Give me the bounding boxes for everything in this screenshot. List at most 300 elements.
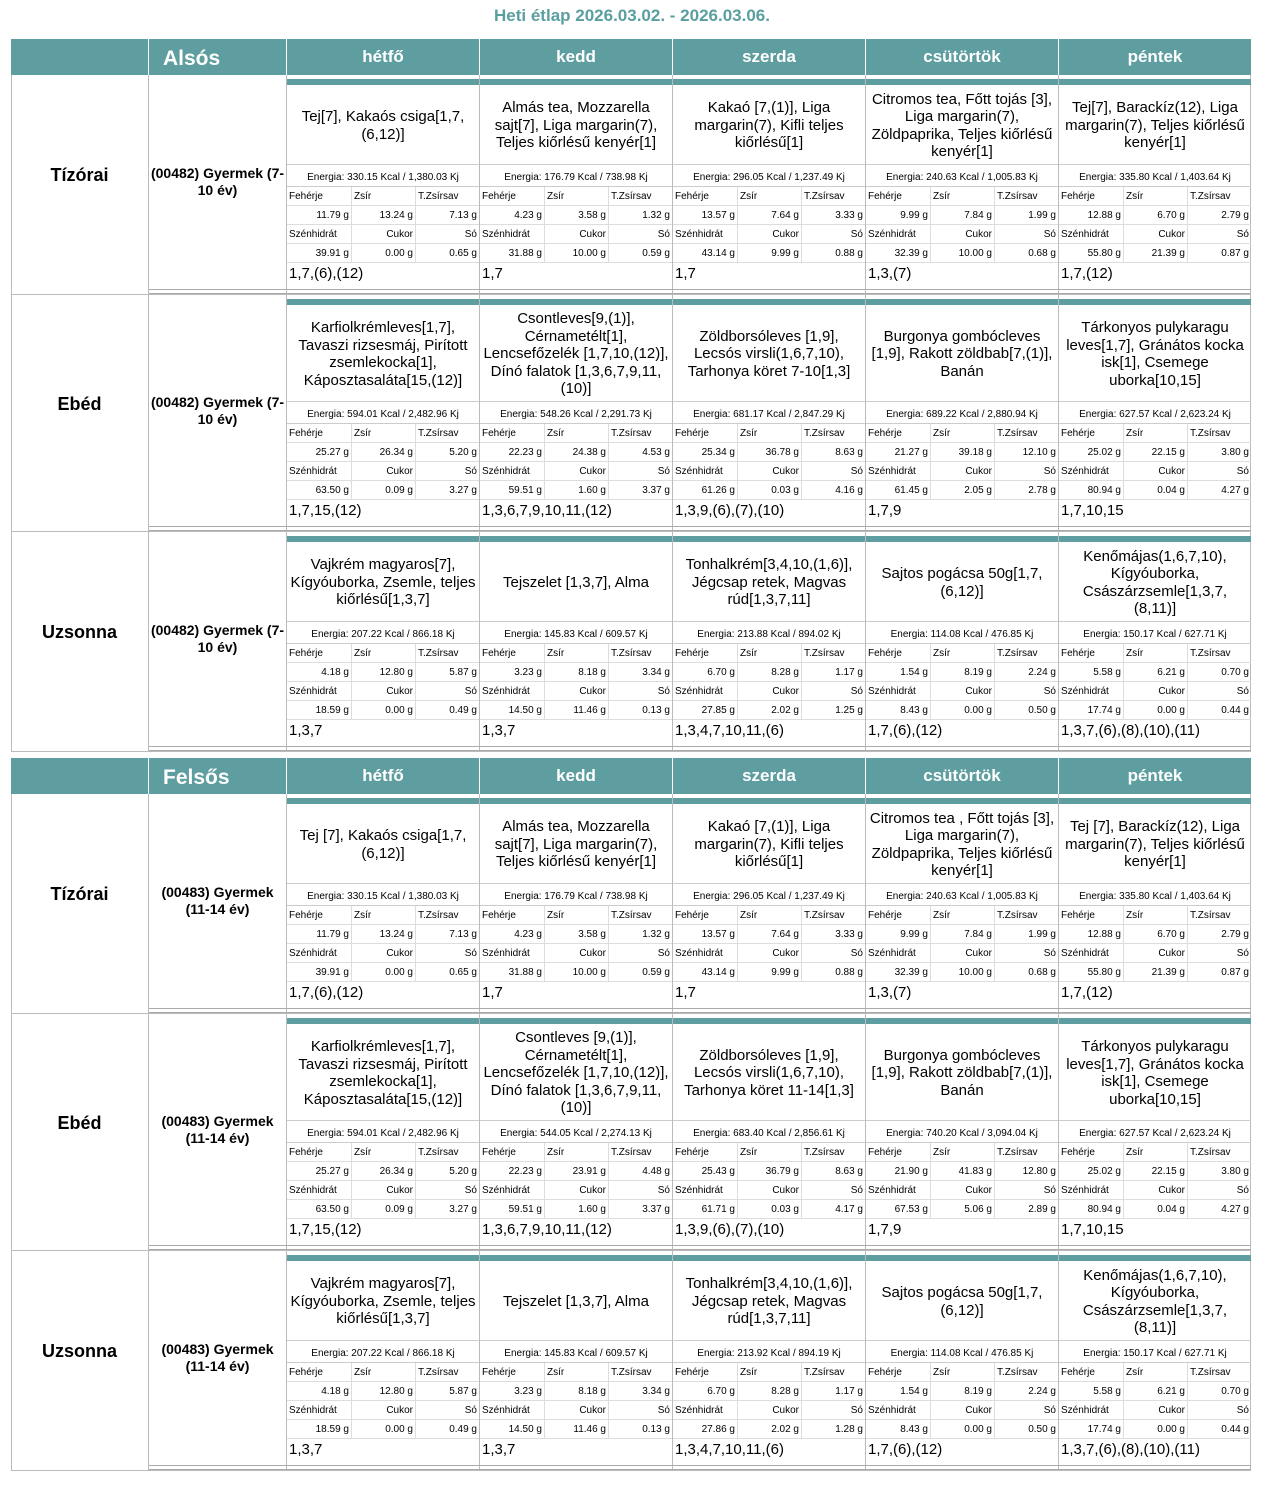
- nutrient-label: Só: [994, 944, 1058, 962]
- nutrient-value: 11.79 g: [316, 210, 349, 221]
- nutrient-label: Zsír: [544, 424, 608, 442]
- meal-row: [11, 794, 1251, 1014]
- nutrient-label: Zsír: [544, 1363, 608, 1381]
- nutrient-values: [866, 1382, 1058, 1401]
- nutrient-label: Cukor: [930, 944, 994, 962]
- nutrient-label: Só: [801, 462, 865, 480]
- nutrient-value: 4.27 g: [1187, 1200, 1251, 1218]
- nutrient-label: Zsír: [737, 1363, 801, 1381]
- menu-section: [11, 758, 1251, 1471]
- day-menu-cell: [480, 79, 672, 285]
- nutrient-values: [866, 206, 1058, 225]
- nutrient-value: 5.58 g: [1093, 667, 1121, 678]
- dish-list: Almás tea, Mozzarella sajt[7], Liga margarin(7), Teljes kiőrlésű kenyér[1]: [480, 87, 672, 165]
- nutrient-label: Cukor: [351, 462, 415, 480]
- nutrient-value: 55.80 g: [1087, 967, 1121, 978]
- nutrient-labels: [1059, 225, 1251, 244]
- header-corner: [11, 39, 148, 75]
- nutrient-label: T.Zsírsav: [801, 187, 865, 205]
- nutrient-value: 0.49 g: [415, 1420, 479, 1438]
- meal-label: Uzsonna: [41, 622, 117, 642]
- dish-list: Tejszelet [1,3,7], Alma: [480, 1263, 672, 1341]
- nutrient-label: Szénhidrát: [289, 1405, 337, 1416]
- nutrient-label: Szénhidrát: [482, 1185, 530, 1196]
- energy-value: Energia: 594.01 Kcal / 2,482.96 Kj: [287, 1125, 479, 1143]
- dish-list: Tonhalkrém[3,4,10,(1,6)], Jégcsap retek, Magvas rúd[1,3,7,11]: [673, 1263, 865, 1341]
- nutrient-label: Fehérje: [1061, 910, 1095, 921]
- nutrient-labels: [1059, 1363, 1251, 1382]
- nutrient-values: [480, 244, 672, 263]
- nutrient-value: 0.59 g: [608, 244, 672, 262]
- allergen-codes: 1,3,7: [482, 1441, 516, 1458]
- nutrient-values: [287, 1382, 479, 1401]
- nutrient-value: 3.37 g: [608, 481, 672, 499]
- nutrient-label: Fehérje: [868, 191, 902, 202]
- nutrient-labels: [1059, 1143, 1251, 1162]
- nutrient-label: Zsír: [1123, 1143, 1187, 1161]
- nutrient-value: 39.91 g: [315, 967, 349, 978]
- day-header: hétfő: [287, 758, 479, 794]
- day-menu-cell: [480, 1018, 672, 1241]
- nutrient-labels: [480, 644, 672, 663]
- nutrient-values: [1059, 963, 1251, 982]
- nutrient-label: Szénhidrát: [289, 1185, 337, 1196]
- nutrient-label: Zsír: [930, 1143, 994, 1161]
- nutrient-labels: [287, 1181, 479, 1200]
- allergen-codes: 1,3,9,(6),(7),(10): [675, 502, 785, 519]
- nutrient-value: 0.13 g: [608, 1420, 672, 1438]
- nutrient-labels: [866, 225, 1058, 244]
- day-menu-cell: [1059, 1255, 1251, 1461]
- nutrient-label: Fehérje: [289, 648, 323, 659]
- nutrient-labels: [287, 424, 479, 443]
- energy-value: Energia: 207.22 Kcal / 866.18 Kj: [287, 1345, 479, 1363]
- nutrient-value: 63.50 g: [315, 485, 349, 496]
- day-menu-cell: [1059, 299, 1251, 522]
- nutrient-value: 14.50 g: [508, 705, 542, 716]
- teal-bar: [673, 1255, 865, 1261]
- nutrient-value: 1.28 g: [801, 1420, 865, 1438]
- teal-bar: [287, 798, 479, 804]
- nutrient-value: 7.64 g: [737, 206, 801, 224]
- nutrient-label: Szénhidrát: [868, 229, 916, 240]
- nutrient-value: 25.34 g: [701, 447, 735, 458]
- nutrient-value: 6.70 g: [1123, 925, 1187, 943]
- meal-label: Uzsonna: [41, 1341, 117, 1361]
- nutrient-value: 25.43 g: [701, 1166, 735, 1177]
- row-separator: [149, 1465, 1251, 1470]
- nutrient-label: Zsír: [1123, 1363, 1187, 1381]
- nutrient-value: 3.33 g: [801, 206, 865, 224]
- nutrient-values: [866, 701, 1058, 720]
- dish-list: Almás tea, Mozzarella sajt[7], Liga margarin(7), Teljes kiőrlésű kenyér[1]: [480, 806, 672, 884]
- dish-list: Citromos tea , Főtt tojás [3], Liga margarin(7), Zöldpaprika, Teljes kiőrlésű kenyér[1]: [866, 806, 1058, 884]
- teal-bar: [1059, 299, 1251, 305]
- nutrient-value: 9.99 g: [900, 929, 928, 940]
- energy-value: Energia: 296.05 Kcal / 1,237.49 Kj: [673, 888, 865, 906]
- nutrient-value: 0.88 g: [801, 963, 865, 981]
- nutrient-label: Só: [801, 1181, 865, 1199]
- nutrient-label: T.Zsírsav: [415, 644, 479, 662]
- nutrient-values: [480, 1420, 672, 1439]
- nutrient-label: Cukor: [544, 682, 608, 700]
- nutrient-label: T.Zsírsav: [1187, 1363, 1251, 1381]
- day-menu-cell: [287, 536, 479, 742]
- nutrient-label: Fehérje: [289, 191, 323, 202]
- nutrient-value: 8.43 g: [900, 705, 928, 716]
- nutrient-label: Cukor: [544, 1181, 608, 1199]
- nutrient-label: T.Zsírsav: [801, 1363, 865, 1381]
- nutrient-labels: [480, 1401, 672, 1420]
- day-menu-cell: [287, 299, 479, 522]
- day-menu-cell: [673, 1018, 865, 1241]
- day-menu-cell: [480, 299, 672, 522]
- nutrient-value: 4.23 g: [514, 210, 542, 221]
- nutrient-label: Fehérje: [675, 648, 709, 659]
- nutrient-labels: [287, 944, 479, 963]
- nutrient-label: T.Zsírsav: [994, 1143, 1058, 1161]
- energy-value: Energia: 681.17 Kcal / 2,847.29 Kj: [673, 406, 865, 424]
- nutrient-label: Zsír: [1123, 424, 1187, 442]
- day-header: kedd: [480, 39, 672, 75]
- allergen-codes: 1,7,(12): [1061, 265, 1113, 282]
- nutrient-values: [287, 701, 479, 720]
- nutrient-label: Cukor: [1123, 944, 1187, 962]
- teal-bar: [1059, 536, 1251, 542]
- nutrient-value: 4.16 g: [801, 481, 865, 499]
- nutrient-value: 6.21 g: [1123, 1382, 1187, 1400]
- teal-bar: [673, 79, 865, 85]
- nutrient-value: 1.17 g: [801, 663, 865, 681]
- nutrient-label: Só: [608, 682, 672, 700]
- allergen-codes: 1,7: [675, 984, 696, 1001]
- nutrient-value: 3.34 g: [608, 1382, 672, 1400]
- nutrient-value: 0.00 g: [351, 244, 415, 262]
- day-header: szerda: [673, 758, 865, 794]
- nutrient-value: 0.00 g: [930, 701, 994, 719]
- nutrient-labels: [673, 1143, 865, 1162]
- nutrient-label: T.Zsírsav: [608, 424, 672, 442]
- nutrient-label: Cukor: [930, 462, 994, 480]
- nutrient-labels: [866, 644, 1058, 663]
- nutrient-label: Fehérje: [675, 1147, 709, 1158]
- nutrient-label: Fehérje: [482, 191, 516, 202]
- nutrient-label: Fehérje: [482, 428, 516, 439]
- energy-value: Energia: 114.08 Kcal / 476.85 Kj: [866, 626, 1058, 644]
- teal-bar: [480, 1018, 672, 1024]
- dish-list: Tejszelet [1,3,7], Alma: [480, 544, 672, 622]
- nutrient-value: 36.78 g: [737, 443, 801, 461]
- nutrient-labels: [866, 424, 1058, 443]
- teal-bar: [866, 798, 1058, 804]
- nutrient-value: 22.23 g: [508, 1166, 542, 1177]
- nutrient-value: 12.88 g: [1087, 929, 1121, 940]
- dish-list: Kenőmájas(1,6,7,10), Kígyóuborka, Császárzsemle[1,3,7,(8,11)]: [1059, 1263, 1251, 1341]
- nutrient-labels: [673, 225, 865, 244]
- nutrient-value: 0.50 g: [994, 1420, 1058, 1438]
- nutrient-label: Só: [415, 1401, 479, 1419]
- nutrient-label: Fehérje: [675, 191, 709, 202]
- nutrient-label: Zsír: [351, 424, 415, 442]
- teal-bar: [287, 1018, 479, 1024]
- nutrient-values: [866, 443, 1058, 462]
- nutrient-values: [866, 1162, 1058, 1181]
- day-menu-cell: [1059, 1018, 1251, 1241]
- nutrient-value: 43.14 g: [701, 248, 735, 259]
- nutrient-label: Zsír: [1123, 187, 1187, 205]
- nutrient-label: Fehérje: [675, 428, 709, 439]
- nutrient-label: Só: [1187, 225, 1251, 243]
- nutrient-value: 6.21 g: [1123, 663, 1187, 681]
- nutrient-value: 12.80 g: [351, 663, 415, 681]
- nutrient-values: [1059, 244, 1251, 263]
- page-title: Heti étlap 2026.03.02. - 2026.03.06.: [494, 6, 770, 25]
- teal-bar: [1059, 798, 1251, 804]
- nutrient-labels: [1059, 1401, 1251, 1420]
- nutrient-values: [673, 206, 865, 225]
- dish-list: Vajkrém magyaros[7], Kígyóuborka, Zsemle, teljes kiőrlésű[1,3,7]: [287, 1263, 479, 1341]
- allergen-codes: 1,3,(7): [868, 265, 912, 282]
- nutrient-label: Szénhidrát: [675, 1405, 723, 1416]
- nutrient-value: 7.13 g: [415, 925, 479, 943]
- nutrient-value: 41.83 g: [930, 1162, 994, 1180]
- nutrient-label: Cukor: [1123, 225, 1187, 243]
- nutrient-value: 11.79 g: [316, 929, 349, 940]
- nutrient-label: Zsír: [737, 187, 801, 205]
- nutrient-value: 59.51 g: [508, 1204, 542, 1215]
- nutrient-value: 22.23 g: [508, 447, 542, 458]
- nutrient-value: 11.46 g: [544, 1420, 608, 1438]
- nutrient-value: 1.99 g: [994, 925, 1058, 943]
- nutrient-value: 23.91 g: [544, 1162, 608, 1180]
- nutrient-value: 0.50 g: [994, 701, 1058, 719]
- nutrient-label: Szénhidrát: [675, 466, 723, 477]
- nutrient-label: Szénhidrát: [1061, 686, 1109, 697]
- nutrient-values: [866, 1200, 1058, 1219]
- teal-bar: [1059, 79, 1251, 85]
- nutrient-label: T.Zsírsav: [994, 644, 1058, 662]
- nutrient-value: 9.99 g: [737, 244, 801, 262]
- nutrient-label: Szénhidrát: [868, 466, 916, 477]
- nutrient-value: 0.68 g: [994, 244, 1058, 262]
- energy-value: Energia: 740.20 Kcal / 3,094.04 Kj: [866, 1125, 1058, 1143]
- nutrient-value: 59.51 g: [508, 485, 542, 496]
- nutrient-label: Fehérje: [289, 1367, 323, 1378]
- nutrient-label: Fehérje: [1061, 648, 1095, 659]
- dish-list: Tej [7], Kakaós csiga[1,7,(6,12)]: [287, 806, 479, 884]
- dish-list: Sajtos pogácsa 50g[1,7,(6,12)]: [866, 1263, 1058, 1341]
- allergen-codes: 1,3,7: [289, 1441, 323, 1458]
- energy-value: Energia: 240.63 Kcal / 1,005.83 Kj: [866, 169, 1058, 187]
- nutrient-label: Zsír: [930, 906, 994, 924]
- nutrient-label: Só: [415, 462, 479, 480]
- nutrient-label: Fehérje: [1061, 1367, 1095, 1378]
- header-corner: [11, 758, 148, 794]
- nutrient-label: Zsír: [1123, 906, 1187, 924]
- nutrient-value: 8.28 g: [737, 1382, 801, 1400]
- dish-list: Citromos tea, Főtt tojás [3], Liga margarin(7), Zöldpaprika, Teljes kiőrlésű kenyér[1]: [866, 87, 1058, 165]
- dish-list: Tej[7], Kakaós csiga[1,7,(6,12)]: [287, 87, 479, 165]
- nutrient-label: Só: [994, 682, 1058, 700]
- nutrient-labels: [287, 644, 479, 663]
- section-header: [11, 758, 1251, 794]
- nutrient-label: Fehérje: [675, 1367, 709, 1378]
- nutrient-value: 13.24 g: [351, 925, 415, 943]
- allergen-codes: 1,7,10,15: [1061, 502, 1124, 519]
- nutrient-values: [1059, 206, 1251, 225]
- meal-label: Ebéd: [57, 393, 102, 414]
- nutrient-values: [673, 1382, 865, 1401]
- nutrient-label: Zsír: [544, 906, 608, 924]
- nutrient-label: Cukor: [930, 1181, 994, 1199]
- nutrient-label: Cukor: [930, 225, 994, 243]
- meal-label: Ebéd: [57, 1112, 102, 1133]
- nutrient-value: 8.18 g: [544, 1382, 608, 1400]
- energy-value: Energia: 150.17 Kcal / 627.71 Kj: [1059, 1345, 1251, 1363]
- nutrient-label: Szénhidrát: [482, 686, 530, 697]
- allergen-codes: 1,7,9: [868, 1221, 902, 1238]
- nutrient-labels: [480, 1363, 672, 1382]
- nutrient-label: Zsír: [1123, 644, 1187, 662]
- nutrient-label: Só: [1187, 682, 1251, 700]
- day-menu-cell: [287, 79, 479, 285]
- nutrient-label: Cukor: [351, 1181, 415, 1199]
- nutrient-labels: [673, 644, 865, 663]
- nutrient-label: Só: [608, 944, 672, 962]
- nutrient-labels: [866, 1401, 1058, 1420]
- allergen-codes: 1,7: [675, 265, 696, 282]
- nutrient-label: Cukor: [544, 1401, 608, 1419]
- meal-row: [11, 1251, 1251, 1471]
- teal-bar: [866, 536, 1058, 542]
- nutrient-label: Cukor: [737, 1181, 801, 1199]
- nutrient-value: 2.02 g: [737, 1420, 801, 1438]
- row-separator: [149, 1008, 1251, 1013]
- nutrient-value: 6.70 g: [1123, 206, 1187, 224]
- nutrient-label: Só: [608, 225, 672, 243]
- nutrient-labels: [480, 1143, 672, 1162]
- allergen-codes: 1,3,9,(6),(7),(10): [675, 1221, 785, 1238]
- nutrient-label: Zsír: [737, 1143, 801, 1161]
- nutrient-value: 1.60 g: [544, 1200, 608, 1218]
- nutrient-label: Cukor: [737, 1401, 801, 1419]
- teal-bar: [866, 1255, 1058, 1261]
- teal-bar: [1059, 1018, 1251, 1024]
- nutrient-label: T.Zsírsav: [801, 424, 865, 442]
- nutrient-value: 10.00 g: [544, 963, 608, 981]
- nutrient-label: Szénhidrát: [1061, 466, 1109, 477]
- row-separator: [149, 1245, 1251, 1250]
- nutrient-labels: [480, 682, 672, 701]
- nutrient-label: Só: [608, 1401, 672, 1419]
- nutrient-label: Zsír: [544, 1143, 608, 1161]
- nutrient-value: 0.03 g: [737, 1200, 801, 1218]
- nutrient-label: Zsír: [544, 187, 608, 205]
- dish-list: Tárkonyos pulykaragu leves[1,7], Gránátos kocka isk[1], Csemege uborka[10,15]: [1059, 1026, 1251, 1121]
- energy-value: Energia: 544.05 Kcal / 2,274.13 Kj: [480, 1125, 672, 1143]
- nutrient-label: Só: [608, 1181, 672, 1199]
- nutrient-value: 17.74 g: [1087, 1424, 1121, 1435]
- nutrient-value: 0.49 g: [415, 701, 479, 719]
- nutrient-label: T.Zsírsav: [994, 1363, 1058, 1381]
- nutrient-values: [673, 481, 865, 500]
- energy-value: Energia: 594.01 Kcal / 2,482.96 Kj: [287, 406, 479, 424]
- day-menu-cell: [480, 536, 672, 742]
- nutrient-value: 0.44 g: [1187, 701, 1251, 719]
- nutrient-label: Zsír: [737, 644, 801, 662]
- teal-bar: [287, 536, 479, 542]
- age-group: (00483) Gyermek (11-14 év): [161, 884, 274, 917]
- nutrient-value: 8.28 g: [737, 663, 801, 681]
- nutrient-label: T.Zsírsav: [415, 424, 479, 442]
- nutrient-label: Fehérje: [1061, 1147, 1095, 1158]
- dish-list: Kakaó [7,(1)], Liga margarin(7), Kifli teljes kiőrlésű[1]: [673, 806, 865, 884]
- nutrient-label: Zsír: [351, 906, 415, 924]
- nutrient-value: 2.02 g: [737, 701, 801, 719]
- nutrient-label: Cukor: [737, 462, 801, 480]
- nutrient-value: 3.27 g: [415, 1200, 479, 1218]
- nutrient-values: [287, 663, 479, 682]
- nutrient-label: Zsír: [737, 906, 801, 924]
- nutrient-values: [1059, 925, 1251, 944]
- nutrient-label: Cukor: [544, 462, 608, 480]
- teal-bar: [673, 1018, 865, 1024]
- nutrient-value: 39.18 g: [930, 443, 994, 461]
- day-menu-cell: [866, 1255, 1058, 1461]
- nutrient-label: Só: [1187, 944, 1251, 962]
- nutrient-label: Fehérje: [482, 910, 516, 921]
- nutrient-value: 32.39 g: [894, 248, 928, 259]
- nutrient-label: Fehérje: [289, 1147, 323, 1158]
- nutrient-label: Fehérje: [868, 1147, 902, 1158]
- nutrient-values: [1059, 1420, 1251, 1439]
- dish-list: Burgonya gombócleves [1,9], Rakott zöldbab[7,(1)], Banán: [866, 1026, 1058, 1121]
- age-group: (00482) Gyermek (7-10 év): [150, 393, 285, 427]
- nutrient-value: 1.54 g: [900, 667, 928, 678]
- nutrient-label: Zsír: [930, 187, 994, 205]
- nutrient-label: Só: [994, 1401, 1058, 1419]
- nutrient-value: 8.43 g: [900, 1424, 928, 1435]
- row-separator: [149, 746, 1251, 751]
- nutrient-label: Cukor: [351, 1401, 415, 1419]
- nutrient-label: T.Zsírsav: [608, 1143, 672, 1161]
- nutrient-value: 27.85 g: [701, 705, 735, 716]
- energy-value: Energia: 207.22 Kcal / 866.18 Kj: [287, 626, 479, 644]
- dish-list: Burgonya gombócleves [1,9], Rakott zöldbab[7,(1)], Banán: [866, 307, 1058, 402]
- nutrient-label: Szénhidrát: [482, 466, 530, 477]
- allergen-codes: 1,7,9: [868, 502, 902, 519]
- nutrient-value: 26.34 g: [351, 443, 415, 461]
- allergen-codes: 1,7,(6),(12): [289, 265, 364, 282]
- dish-list: Csontleves [9,(1)], Cérnametélt[1], Lencsefőzelék [1,7,10,(12)], Dínó falatok [1,3,6,7,9,11,(10)]: [480, 1026, 672, 1121]
- nutrient-label: Só: [1187, 1181, 1251, 1199]
- nutrient-values: [673, 925, 865, 944]
- nutrient-value: 9.99 g: [737, 963, 801, 981]
- nutrient-label: T.Zsírsav: [1187, 906, 1251, 924]
- day-menu-cell: [673, 79, 865, 285]
- meal-label: Tízórai: [50, 165, 109, 185]
- dish-list: Vajkrém magyaros[7], Kígyóuborka, Zsemle, teljes kiőrlésű[1,3,7]: [287, 544, 479, 622]
- nutrient-value: 67.53 g: [894, 1204, 928, 1215]
- nutrient-label: Só: [415, 1181, 479, 1199]
- nutrient-value: 2.24 g: [994, 663, 1058, 681]
- teal-bar: [480, 299, 672, 305]
- nutrient-labels: [866, 462, 1058, 481]
- nutrient-label: Szénhidrát: [675, 686, 723, 697]
- nutrient-label: T.Zsírsav: [415, 1363, 479, 1381]
- nutrient-values: [866, 481, 1058, 500]
- day-menu-cell: [480, 798, 672, 1004]
